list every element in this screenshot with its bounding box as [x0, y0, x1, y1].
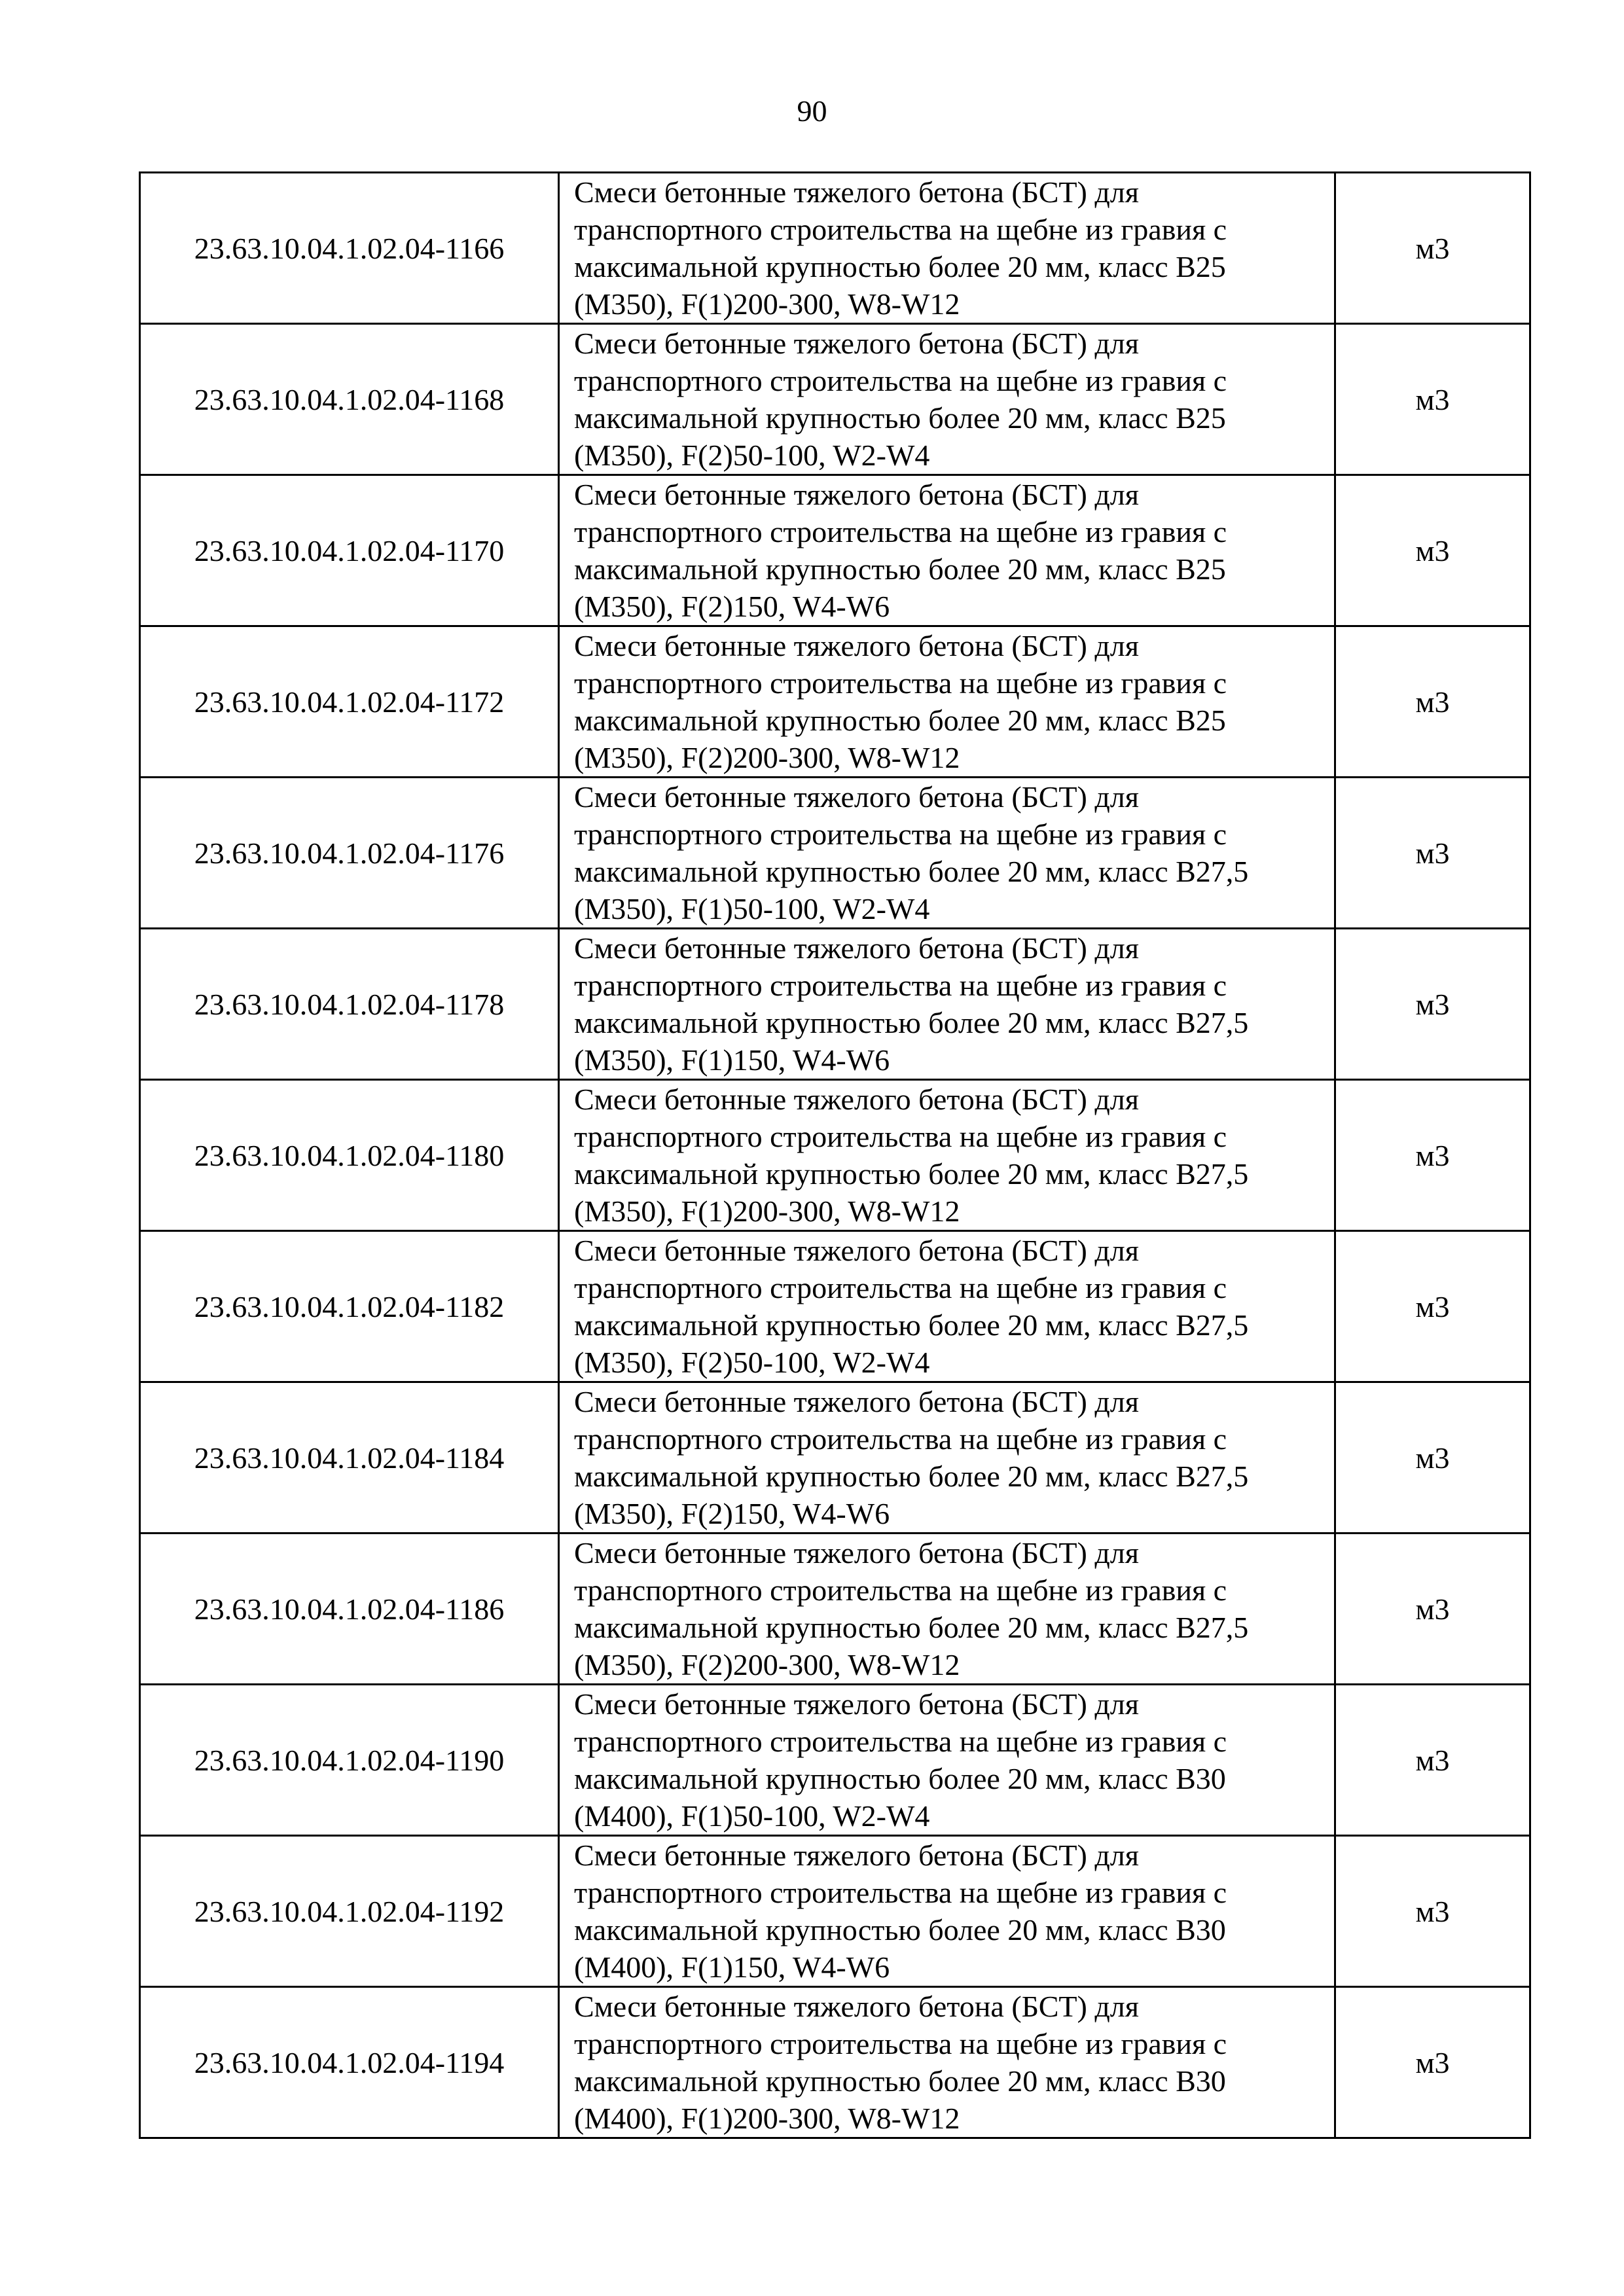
unit-of-measure: м3	[1335, 1231, 1530, 1382]
resource-code: 23.63.10.04.1.02.04-1186	[140, 1534, 559, 1685]
resource-code: 23.63.10.04.1.02.04-1184	[140, 1382, 559, 1534]
page-number: 90	[797, 94, 827, 128]
table-row	[140, 1685, 1530, 1836]
unit-of-measure: м3	[1335, 1534, 1530, 1685]
resource-description: Смеси бетонные тяжелого бетона (БСТ) для транспортного строительства на щебне из гравия с максимальной крупностью более 20 мм, класс В25 (М350), F(1)200-300, W8-W12	[559, 173, 1335, 324]
resource-code: 23.63.10.04.1.02.04-1172	[140, 626, 559, 778]
resource-description: Смеси бетонные тяжелого бетона (БСТ) для транспортного строительства на щебне из гравия с максимальной крупностью более 20 мм, класс В25 (М350), F(2)50-100, W2-W4	[559, 324, 1335, 475]
resource-description: Смеси бетонные тяжелого бетона (БСТ) для транспортного строительства на щебне из гравия с максимальной крупностью более 20 мм, класс В27,5 (М350), F(1)200-300, W8-W12	[559, 1080, 1335, 1231]
table-row	[140, 1836, 1530, 1987]
resource-description: Смеси бетонные тяжелого бетона (БСТ) для транспортного строительства на щебне из гравия с максимальной крупностью более 20 мм, класс В27,5 (М350), F(1)50-100, W2-W4	[559, 778, 1335, 929]
table-row	[140, 1987, 1530, 2138]
resource-description: Смеси бетонные тяжелого бетона (БСТ) для транспортного строительства на щебне из гравия с максимальной крупностью более 20 мм, класс В27,5 (М350), F(2)200-300, W8-W12	[559, 1534, 1335, 1685]
resource-code: 23.63.10.04.1.02.04-1182	[140, 1231, 559, 1382]
resource-code: 23.63.10.04.1.02.04-1190	[140, 1685, 559, 1836]
unit-of-measure: м3	[1335, 475, 1530, 626]
table-row	[140, 475, 1530, 626]
unit-of-measure: м3	[1335, 778, 1530, 929]
resource-code: 23.63.10.04.1.02.04-1176	[140, 778, 559, 929]
unit-of-measure: м3	[1335, 1836, 1530, 1987]
resource-code: 23.63.10.04.1.02.04-1194	[140, 1987, 559, 2138]
unit-of-measure: м3	[1335, 626, 1530, 778]
resource-code: 23.63.10.04.1.02.04-1192	[140, 1836, 559, 1987]
table-row	[140, 929, 1530, 1080]
table-row	[140, 1534, 1530, 1685]
table-row	[140, 324, 1530, 475]
table-row	[140, 1080, 1530, 1231]
resource-code: 23.63.10.04.1.02.04-1168	[140, 324, 559, 475]
table-row	[140, 778, 1530, 929]
unit-of-measure: м3	[1335, 1987, 1530, 2138]
unit-of-measure: м3	[1335, 173, 1530, 324]
table-row	[140, 1231, 1530, 1382]
resource-description: Смеси бетонные тяжелого бетона (БСТ) для транспортного строительства на щебне из гравия с максимальной крупностью более 20 мм, класс В25 (М350), F(2)150, W4-W6	[559, 475, 1335, 626]
unit-of-measure: м3	[1335, 324, 1530, 475]
unit-of-measure: м3	[1335, 929, 1530, 1080]
resource-description: Смеси бетонные тяжелого бетона (БСТ) для транспортного строительства на щебне из гравия с максимальной крупностью более 20 мм, класс В27,5 (М350), F(2)50-100, W2-W4	[559, 1231, 1335, 1382]
resource-code: 23.63.10.04.1.02.04-1180	[140, 1080, 559, 1231]
resource-description: Смеси бетонные тяжелого бетона (БСТ) для транспортного строительства на щебне из гравия с максимальной крупностью более 20 мм, класс В25 (М350), F(2)200-300, W8-W12	[559, 626, 1335, 778]
resource-description: Смеси бетонные тяжелого бетона (БСТ) для транспортного строительства на щебне из гравия с максимальной крупностью более 20 мм, класс В30 (М400), F(1)150, W4-W6	[559, 1836, 1335, 1987]
unit-of-measure: м3	[1335, 1382, 1530, 1534]
unit-of-measure: м3	[1335, 1685, 1530, 1836]
resource-code: 23.63.10.04.1.02.04-1170	[140, 475, 559, 626]
price-table	[139, 171, 1531, 2139]
resource-code: 23.63.10.04.1.02.04-1166	[140, 173, 559, 324]
resource-description: Смеси бетонные тяжелого бетона (БСТ) для транспортного строительства на щебне из гравия с максимальной крупностью более 20 мм, класс В27,5 (М350), F(2)150, W4-W6	[559, 1382, 1335, 1534]
unit-of-measure: м3	[1335, 1080, 1530, 1231]
resource-description: Смеси бетонные тяжелого бетона (БСТ) для транспортного строительства на щебне из гравия с максимальной крупностью более 20 мм, класс В30 (М400), F(1)200-300, W8-W12	[559, 1987, 1335, 2138]
resource-description: Смеси бетонные тяжелого бетона (БСТ) для транспортного строительства на щебне из гравия с максимальной крупностью более 20 мм, класс В27,5 (М350), F(1)150, W4-W6	[559, 929, 1335, 1080]
table-row	[140, 626, 1530, 778]
resource-description: Смеси бетонные тяжелого бетона (БСТ) для транспортного строительства на щебне из гравия с максимальной крупностью более 20 мм, класс В30 (М400), F(1)50-100, W2-W4	[559, 1685, 1335, 1836]
resource-code: 23.63.10.04.1.02.04-1178	[140, 929, 559, 1080]
table-row	[140, 1382, 1530, 1534]
table-row	[140, 173, 1530, 324]
